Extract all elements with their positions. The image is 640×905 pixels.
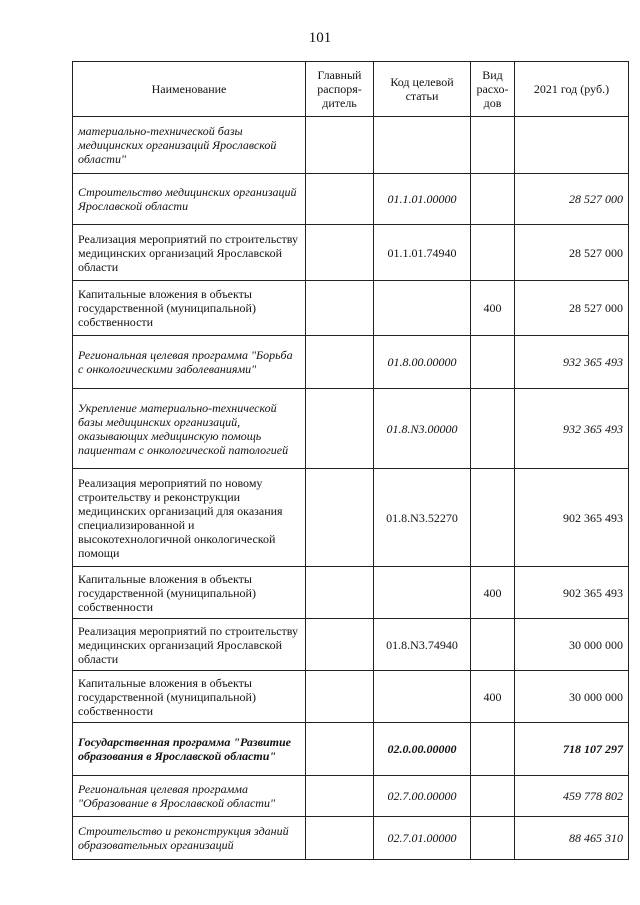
header-year-amount: 2021 год (руб.) xyxy=(515,62,629,117)
row-amount-cell xyxy=(515,117,629,174)
row-main-admin-cell xyxy=(306,174,374,225)
row-target-code-cell: 01.8.N3.74940 xyxy=(374,619,471,671)
row-name-cell: Строительство медицинских организаций Ярославской области xyxy=(73,174,306,225)
row-expense-type-cell xyxy=(471,723,515,776)
row-amount-cell: 932 365 493 xyxy=(515,389,629,469)
table-row xyxy=(73,281,629,336)
table-row xyxy=(73,776,629,817)
row-expense-type-cell xyxy=(471,776,515,817)
row-expense-type-cell xyxy=(471,225,515,281)
budget-table xyxy=(72,61,629,860)
row-name-cell: Строительство и реконструкция зданий образовательных организаций xyxy=(73,817,306,860)
row-name-cell: материально-технической базы медицинских организаций Ярославской области" xyxy=(73,117,306,174)
row-main-admin-cell xyxy=(306,281,374,336)
row-expense-type-cell xyxy=(471,817,515,860)
table-row xyxy=(73,469,629,567)
row-target-code-cell: 02.0.00.00000 xyxy=(374,723,471,776)
row-main-admin-cell xyxy=(306,225,374,281)
row-main-admin-cell xyxy=(306,389,374,469)
row-expense-type-cell xyxy=(471,336,515,389)
row-expense-type-cell xyxy=(471,389,515,469)
row-target-code-cell: 01.8.N3.00000 xyxy=(374,389,471,469)
page-number: 101 xyxy=(308,30,332,46)
table-row xyxy=(73,336,629,389)
row-target-code-cell: 01.8.N3.52270 xyxy=(374,469,471,567)
row-amount-cell: 718 107 297 xyxy=(515,723,629,776)
table-row xyxy=(73,567,629,619)
row-target-code-cell: 02.7.00.00000 xyxy=(374,776,471,817)
row-name-cell: Капитальные вложения в объекты государственной (муниципальной) собственности xyxy=(73,567,306,619)
header-main-admin: Главный распоря-дитель xyxy=(306,62,374,117)
table-row xyxy=(73,671,629,723)
row-amount-cell: 88 465 310 xyxy=(515,817,629,860)
row-expense-type-cell xyxy=(471,174,515,225)
row-main-admin-cell xyxy=(306,336,374,389)
row-amount-cell: 932 365 493 xyxy=(515,336,629,389)
row-expense-type-cell: 400 xyxy=(471,671,515,723)
row-target-code-cell: 02.7.01.00000 xyxy=(374,817,471,860)
table-body xyxy=(73,117,629,860)
row-main-admin-cell xyxy=(306,723,374,776)
row-name-cell: Региональная целевая программа "Борьба с онкологическими заболеваниями" xyxy=(73,336,306,389)
table-header-row xyxy=(73,62,629,117)
table-row xyxy=(73,389,629,469)
row-main-admin-cell xyxy=(306,671,374,723)
table-row xyxy=(73,174,629,225)
row-main-admin-cell xyxy=(306,117,374,174)
row-expense-type-cell xyxy=(471,117,515,174)
row-name-cell: Реализация мероприятий по строительству медицинских организаций Ярославской области xyxy=(73,619,306,671)
row-target-code-cell xyxy=(374,567,471,619)
row-name-cell: Государственная программа "Развитие образования в Ярославской области" xyxy=(73,723,306,776)
table-row xyxy=(73,723,629,776)
row-name-cell: Капитальные вложения в объекты государственной (муниципальной) собственности xyxy=(73,281,306,336)
row-target-code-cell: 01.1.01.00000 xyxy=(374,174,471,225)
row-main-admin-cell xyxy=(306,817,374,860)
row-target-code-cell: 01.1.01.74940 xyxy=(374,225,471,281)
header-name: Наименование xyxy=(73,62,306,117)
row-amount-cell: 28 527 000 xyxy=(515,281,629,336)
row-amount-cell: 30 000 000 xyxy=(515,671,629,723)
row-name-cell: Укрепление материально-технической базы медицинских организаций, оказывающих медицинскую помощь пациентам с онкологической патологией xyxy=(73,389,306,469)
row-name-cell: Реализация мероприятий по строительству медицинских организаций Ярославской области xyxy=(73,225,306,281)
row-amount-cell: 28 527 000 xyxy=(515,225,629,281)
row-amount-cell: 902 365 493 xyxy=(515,567,629,619)
table-row xyxy=(73,117,629,174)
table-row xyxy=(73,619,629,671)
row-target-code-cell xyxy=(374,281,471,336)
row-amount-cell: 28 527 000 xyxy=(515,174,629,225)
table-row xyxy=(73,817,629,860)
row-target-code-cell xyxy=(374,117,471,174)
row-amount-cell: 30 000 000 xyxy=(515,619,629,671)
row-name-cell: Капитальные вложения в объекты государственной (муниципальной) собственности xyxy=(73,671,306,723)
row-target-code-cell xyxy=(374,671,471,723)
row-target-code-cell: 01.8.00.00000 xyxy=(374,336,471,389)
header-expense-type: Вид расхо-дов xyxy=(471,62,515,117)
header-target-code: Код целевой статьи xyxy=(374,62,471,117)
row-name-cell: Реализация мероприятий по новому строительству и реконструкции медицинских организаций для оказания специализированной и высокотехнологичной онкологической помощи xyxy=(73,469,306,567)
row-expense-type-cell xyxy=(471,619,515,671)
row-name-cell: Региональная целевая программа "Образование в Ярославской области" xyxy=(73,776,306,817)
row-expense-type-cell: 400 xyxy=(471,567,515,619)
row-amount-cell: 902 365 493 xyxy=(515,469,629,567)
row-main-admin-cell xyxy=(306,567,374,619)
row-main-admin-cell xyxy=(306,469,374,567)
table-row xyxy=(73,225,629,281)
row-expense-type-cell xyxy=(471,469,515,567)
row-main-admin-cell xyxy=(306,776,374,817)
row-amount-cell: 459 778 802 xyxy=(515,776,629,817)
row-expense-type-cell: 400 xyxy=(471,281,515,336)
row-main-admin-cell xyxy=(306,619,374,671)
